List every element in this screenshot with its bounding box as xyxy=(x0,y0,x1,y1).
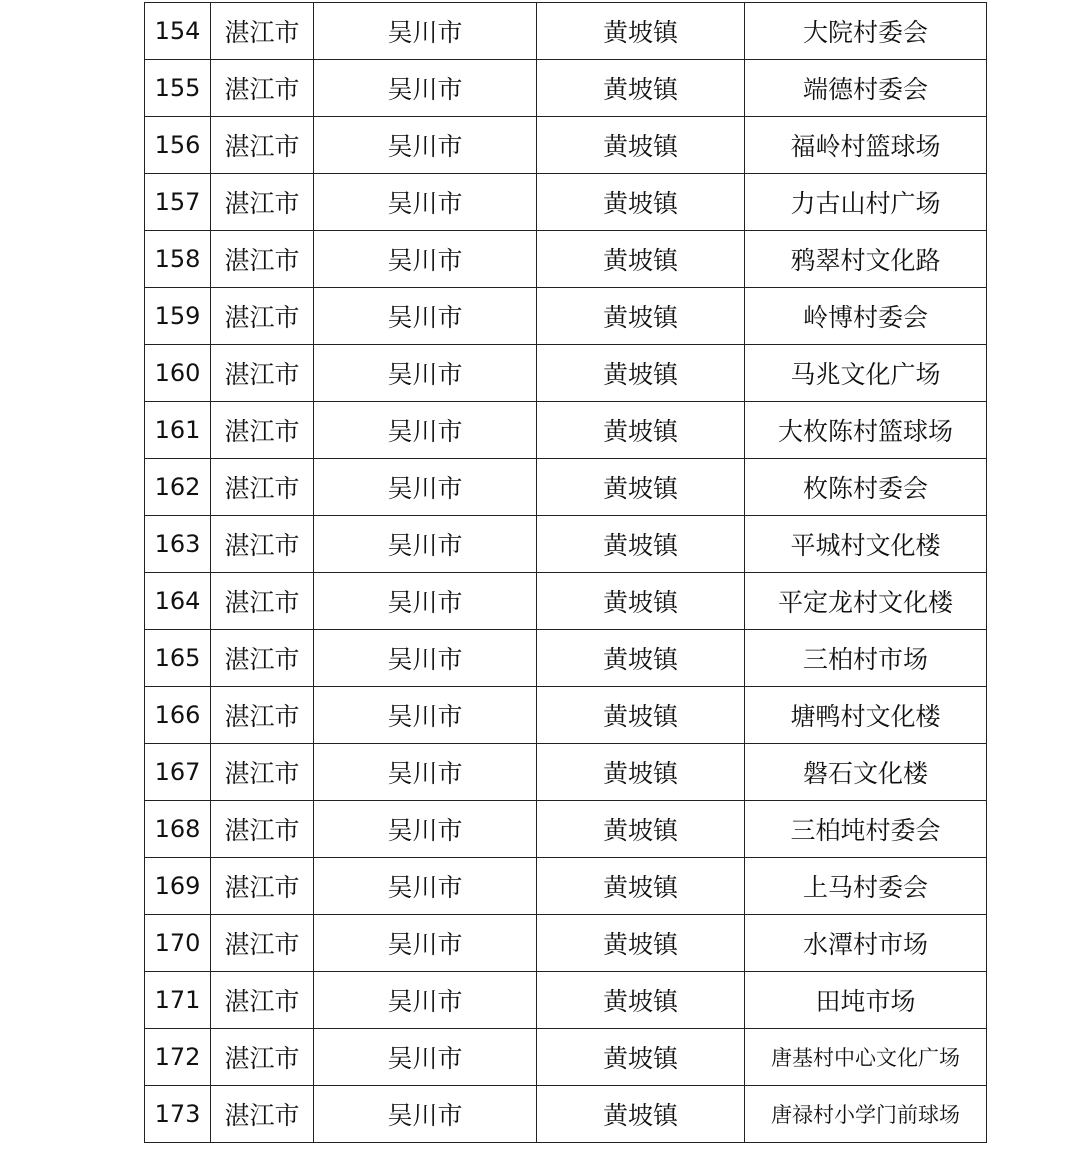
cell-number: 162 xyxy=(145,459,211,516)
table-row xyxy=(145,459,987,516)
cell-town: 黄坡镇 xyxy=(537,972,745,1029)
cell-site: 福岭村篮球场 xyxy=(745,117,987,174)
cell-number: 163 xyxy=(145,516,211,573)
cell-number: 169 xyxy=(145,858,211,915)
cell-number: 173 xyxy=(145,1086,211,1143)
cell-site: 岭博村委会 xyxy=(745,288,987,345)
cell-site: 水潭村市场 xyxy=(745,915,987,972)
cell-county: 吴川市 xyxy=(314,630,537,687)
table-row xyxy=(145,60,987,117)
cell-number: 160 xyxy=(145,345,211,402)
cell-town: 黄坡镇 xyxy=(537,858,745,915)
cell-number: 171 xyxy=(145,972,211,1029)
cell-city: 湛江市 xyxy=(211,1029,314,1086)
cell-site: 三柏坉村委会 xyxy=(745,801,987,858)
cell-town: 黄坡镇 xyxy=(537,402,745,459)
cell-town: 黄坡镇 xyxy=(537,3,745,60)
cell-county: 吴川市 xyxy=(314,573,537,630)
cell-number: 168 xyxy=(145,801,211,858)
cell-county: 吴川市 xyxy=(314,1086,537,1143)
cell-number: 154 xyxy=(145,3,211,60)
cell-site: 唐禄村小学门前球场 xyxy=(745,1086,987,1143)
table-row xyxy=(145,174,987,231)
location-table xyxy=(144,2,987,1143)
cell-town: 黄坡镇 xyxy=(537,231,745,288)
cell-city: 湛江市 xyxy=(211,345,314,402)
cell-site: 鸦翠村文化路 xyxy=(745,231,987,288)
cell-site: 大枚陈村篮球场 xyxy=(745,402,987,459)
cell-number: 164 xyxy=(145,573,211,630)
cell-site: 磐石文化楼 xyxy=(745,744,987,801)
cell-site: 马兆文化广场 xyxy=(745,345,987,402)
cell-site: 唐基村中心文化广场 xyxy=(745,1029,987,1086)
cell-town: 黄坡镇 xyxy=(537,630,745,687)
cell-city: 湛江市 xyxy=(211,174,314,231)
cell-county: 吴川市 xyxy=(314,345,537,402)
table-row xyxy=(145,687,987,744)
cell-number: 166 xyxy=(145,687,211,744)
cell-county: 吴川市 xyxy=(314,117,537,174)
location-table-container xyxy=(144,2,986,1143)
cell-number: 161 xyxy=(145,402,211,459)
cell-town: 黄坡镇 xyxy=(537,288,745,345)
cell-site: 塘鸭村文化楼 xyxy=(745,687,987,744)
cell-county: 吴川市 xyxy=(314,972,537,1029)
cell-town: 黄坡镇 xyxy=(537,687,745,744)
table-row xyxy=(145,231,987,288)
table-row xyxy=(145,288,987,345)
table-row xyxy=(145,1029,987,1086)
table-row xyxy=(145,1086,987,1143)
cell-number: 170 xyxy=(145,915,211,972)
cell-county: 吴川市 xyxy=(314,60,537,117)
cell-number: 158 xyxy=(145,231,211,288)
cell-site: 三柏村市场 xyxy=(745,630,987,687)
cell-county: 吴川市 xyxy=(314,231,537,288)
cell-city: 湛江市 xyxy=(211,288,314,345)
cell-city: 湛江市 xyxy=(211,3,314,60)
table-row xyxy=(145,858,987,915)
cell-city: 湛江市 xyxy=(211,972,314,1029)
table-row xyxy=(145,573,987,630)
cell-number: 157 xyxy=(145,174,211,231)
table-body xyxy=(145,3,987,1143)
cell-town: 黄坡镇 xyxy=(537,459,745,516)
cell-county: 吴川市 xyxy=(314,459,537,516)
cell-town: 黄坡镇 xyxy=(537,516,745,573)
cell-city: 湛江市 xyxy=(211,60,314,117)
cell-city: 湛江市 xyxy=(211,801,314,858)
cell-city: 湛江市 xyxy=(211,573,314,630)
cell-county: 吴川市 xyxy=(314,915,537,972)
cell-number: 172 xyxy=(145,1029,211,1086)
cell-county: 吴川市 xyxy=(314,687,537,744)
cell-city: 湛江市 xyxy=(211,1086,314,1143)
cell-county: 吴川市 xyxy=(314,858,537,915)
cell-city: 湛江市 xyxy=(211,687,314,744)
cell-city: 湛江市 xyxy=(211,231,314,288)
cell-town: 黄坡镇 xyxy=(537,174,745,231)
cell-county: 吴川市 xyxy=(314,744,537,801)
cell-site: 上马村委会 xyxy=(745,858,987,915)
cell-city: 湛江市 xyxy=(211,459,314,516)
cell-county: 吴川市 xyxy=(314,174,537,231)
cell-county: 吴川市 xyxy=(314,402,537,459)
cell-town: 黄坡镇 xyxy=(537,1029,745,1086)
cell-site: 田坉市场 xyxy=(745,972,987,1029)
cell-town: 黄坡镇 xyxy=(537,117,745,174)
cell-town: 黄坡镇 xyxy=(537,573,745,630)
cell-city: 湛江市 xyxy=(211,915,314,972)
cell-city: 湛江市 xyxy=(211,402,314,459)
table-row xyxy=(145,516,987,573)
cell-town: 黄坡镇 xyxy=(537,801,745,858)
table-row xyxy=(145,801,987,858)
table-row xyxy=(145,117,987,174)
cell-site: 大院村委会 xyxy=(745,3,987,60)
cell-town: 黄坡镇 xyxy=(537,915,745,972)
cell-number: 167 xyxy=(145,744,211,801)
table-row xyxy=(145,402,987,459)
cell-site: 端德村委会 xyxy=(745,60,987,117)
cell-number: 155 xyxy=(145,60,211,117)
cell-site: 枚陈村委会 xyxy=(745,459,987,516)
table-row xyxy=(145,345,987,402)
cell-county: 吴川市 xyxy=(314,3,537,60)
cell-number: 165 xyxy=(145,630,211,687)
table-row xyxy=(145,630,987,687)
cell-city: 湛江市 xyxy=(211,630,314,687)
table-row xyxy=(145,3,987,60)
cell-site: 平城村文化楼 xyxy=(745,516,987,573)
cell-county: 吴川市 xyxy=(314,801,537,858)
cell-city: 湛江市 xyxy=(211,858,314,915)
cell-town: 黄坡镇 xyxy=(537,60,745,117)
cell-county: 吴川市 xyxy=(314,516,537,573)
cell-city: 湛江市 xyxy=(211,744,314,801)
cell-site: 平定龙村文化楼 xyxy=(745,573,987,630)
cell-city: 湛江市 xyxy=(211,516,314,573)
cell-site: 力古山村广场 xyxy=(745,174,987,231)
cell-city: 湛江市 xyxy=(211,117,314,174)
cell-county: 吴川市 xyxy=(314,288,537,345)
cell-town: 黄坡镇 xyxy=(537,744,745,801)
table-row xyxy=(145,915,987,972)
cell-number: 156 xyxy=(145,117,211,174)
cell-county: 吴川市 xyxy=(314,1029,537,1086)
table-row xyxy=(145,744,987,801)
table-row xyxy=(145,972,987,1029)
cell-number: 159 xyxy=(145,288,211,345)
cell-town: 黄坡镇 xyxy=(537,345,745,402)
cell-town: 黄坡镇 xyxy=(537,1086,745,1143)
